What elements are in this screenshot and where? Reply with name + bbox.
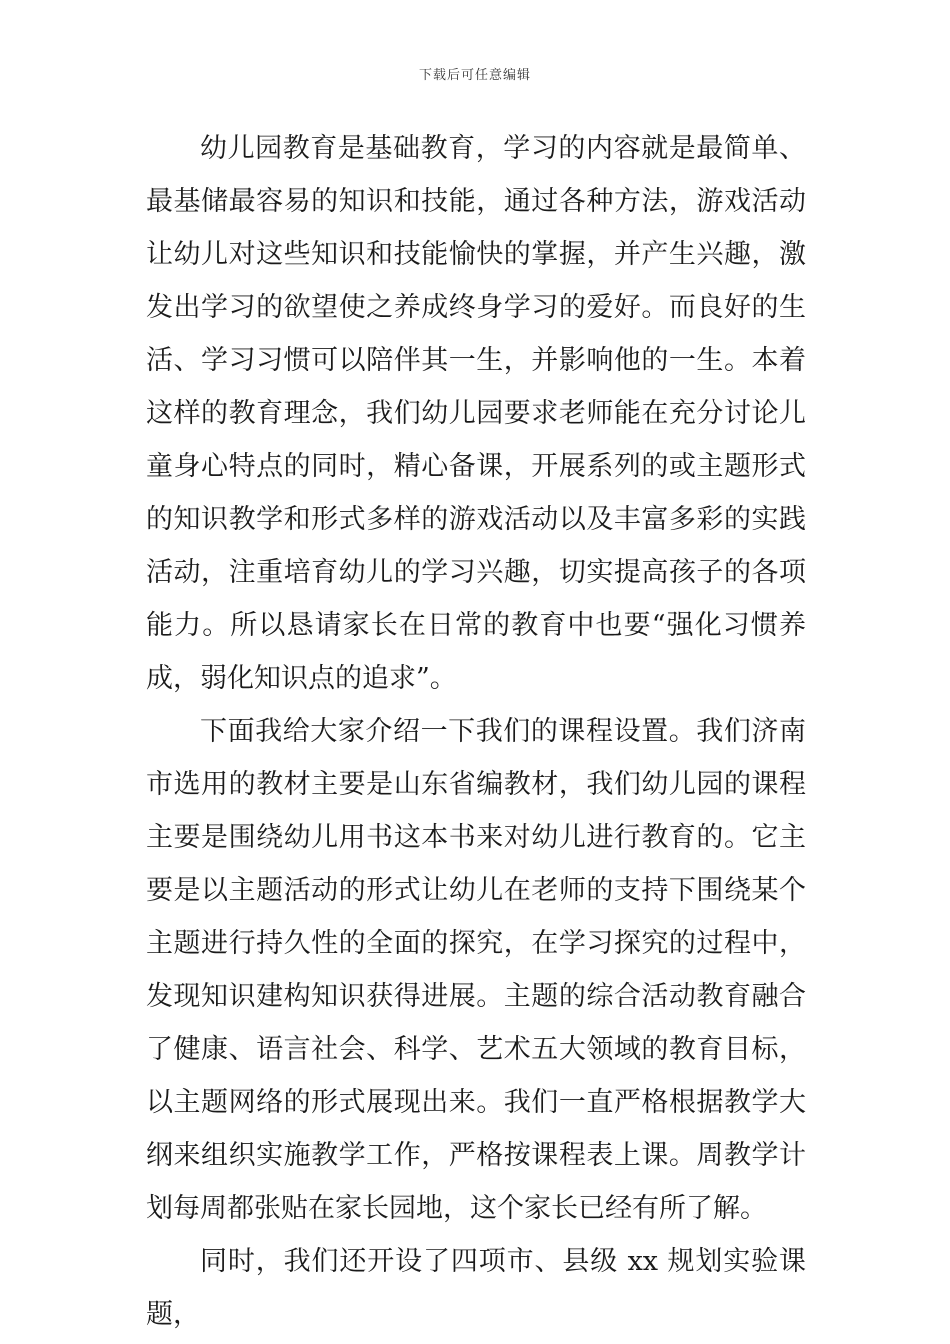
document-body — [146, 122, 806, 1341]
paragraph-3: 同时，我们还开设了四项市、县级 xx 规划实验课题， — [146, 1246, 806, 1330]
page-header: 下载后可任意编辑 — [418, 68, 531, 83]
paragraph-2: 下面我给大家介绍一下我们的课程设置。我们济南市选用的教材主要是山东省编教材，我们幼儿园的课程主要是围绕幼儿用书这本书来对幼儿进行教育的。它主要是以主题活动的形式让幼儿在老师的支持下围绕某个主题进行持久性的全面的探究，在学习探究的过程中，发现知识建构知识获得进展。主题的综合活动教育融合了健康、语言社会、科学、艺术五大领域的教育目标，以主题网络的形式展现出来。我们一直严格根据教学大纲来组织实施教学工作，严格按课程表上课。周教学计划每周都张贴在家长园地，这个家长已经有所了解。 — [146, 716, 806, 1224]
paragraph-1: 幼儿园教育是基础教育，学习的内容就是最简单、最基储最容易的知识和技能，通过各种方法，游戏活动让幼儿对这些知识和技能愉快的掌握，并产生兴趣，激发出学习的欲望使之养成终身学习的爱好。而良好的生活、学习习惯可以陪伴其一生，并影响他的一生。本着这样的教育理念，我们幼儿园要求老师能在充分讨论儿童身心特点的同时，精心备课，开展系列的或主题形式的知识教学和形式多样的游戏活动以及丰富多彩的实践活动，注重培育幼儿的学习兴趣，切实提高孩子的各项能力。所以恳请家长在日常的教育中也要“强化习惯养成，弱化知识点的追求”。 — [146, 133, 806, 694]
